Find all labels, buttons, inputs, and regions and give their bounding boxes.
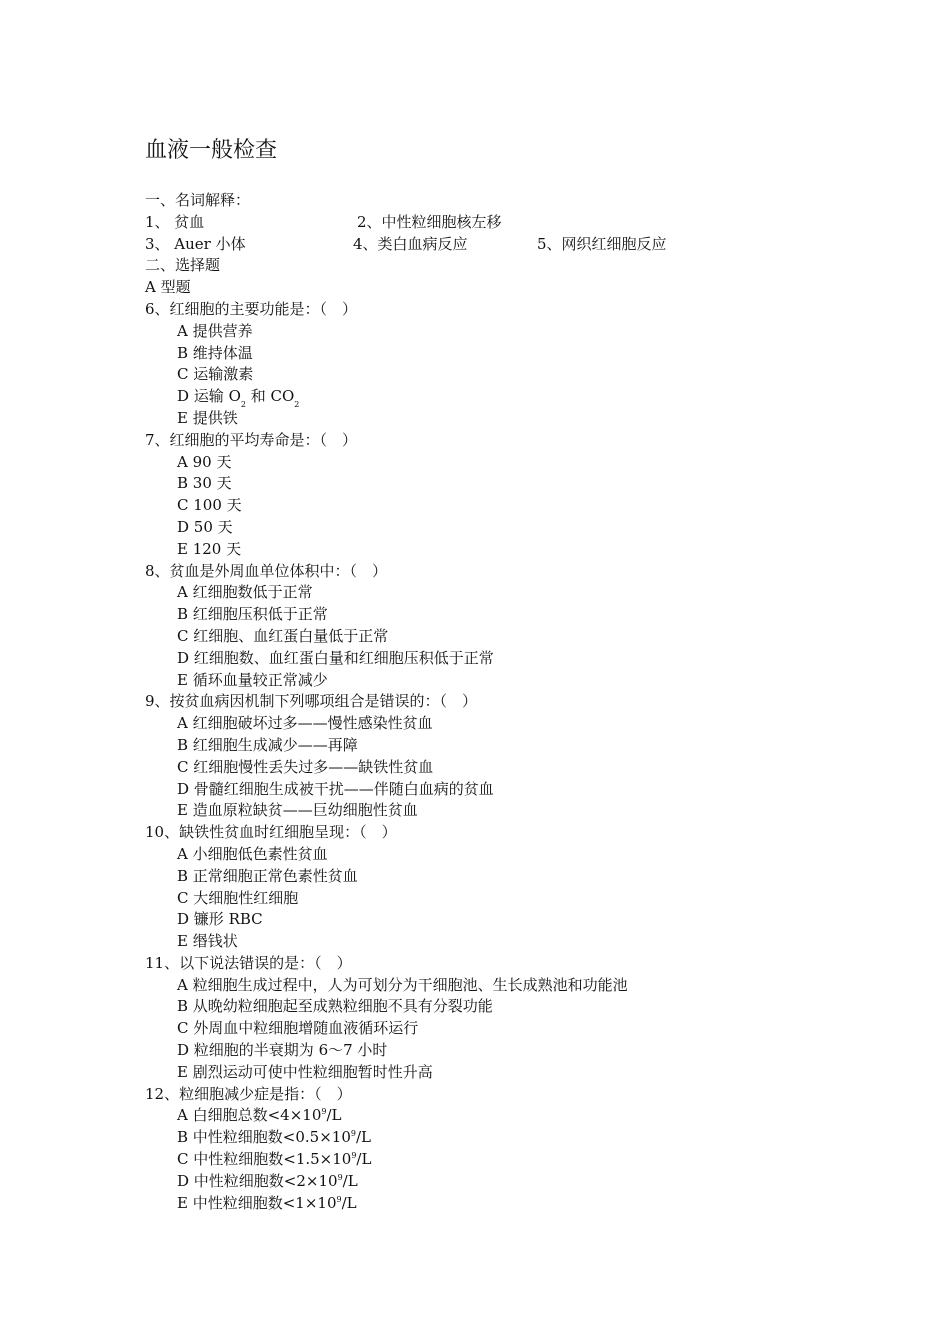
superscript: 9 — [337, 1172, 343, 1182]
superscript: 9 — [350, 1129, 356, 1139]
option-e: E 造血原粒缺贫——巨幼细胞性贫血 — [177, 801, 418, 820]
option-d: D 粒细胞的半衰期为 6～7 小时 — [177, 1041, 388, 1060]
subscript: 2 — [294, 400, 300, 410]
section-heading-choice: 二、选择题 — [145, 256, 221, 275]
option-a: A 红细胞破坏过多——慢性感染性贫血 — [177, 714, 433, 733]
option-c: C 红细胞慢性丢失过多——缺铁性贫血 — [177, 757, 434, 776]
option-a: A 提供营养 — [177, 321, 253, 340]
term-1: 1、 贫血 — [145, 212, 205, 231]
superscript: 9 — [351, 1151, 357, 1161]
option-c: C 中性粒细胞数$<1.5\times 10^9/L$ — [177, 1150, 372, 1169]
definitions-row-2 — [145, 234, 905, 256]
option-c: C 外周血中粒细胞增随血液循环运行 — [177, 1019, 419, 1038]
option-d: D 镰形 RBC — [177, 910, 263, 929]
option-b: B 正常细胞正常色素性贫血 — [177, 866, 358, 885]
document-title: 血液一般检查 — [145, 138, 278, 163]
question-type-label: A 型题 — [145, 278, 191, 297]
document-body — [145, 190, 905, 1214]
term-3: 3、 Auer 小体 — [145, 234, 246, 253]
term-4: 4、类白血病反应 — [353, 234, 468, 253]
option-a: A 90 天 — [177, 452, 232, 471]
option-c: C 100 天 — [177, 496, 242, 515]
option-b: B 维持体温 — [177, 343, 253, 362]
option-b: B 30 天 — [177, 474, 232, 493]
option-a: A 小细胞低色素性贫血 — [177, 844, 328, 863]
option-a: A 红细胞数低于正常 — [177, 583, 313, 602]
option-a: A 粒细胞生成过程中，人为可划分为干细胞池、生长成熟池和功能池 — [177, 975, 628, 994]
option-d: D 骨髓红细胞生成被干扰——伴随白血病的贫血 — [177, 779, 494, 798]
option-e: E 120 天 — [177, 539, 242, 558]
definitions-row-1 — [145, 212, 905, 234]
subscript: 2 — [240, 400, 246, 410]
option-d: D 50 天 — [177, 517, 233, 536]
option-e: E 循环血量较正常减少 — [177, 670, 328, 689]
section-heading-definitions: 一、名词解释： — [145, 191, 251, 209]
question-stem: 7、红细胞的平均寿命是：（ ） — [145, 430, 358, 449]
superscript: 9 — [336, 1194, 342, 1204]
superscript: 9 — [321, 1107, 327, 1117]
option-b: B 从晚幼粒细胞起至成熟粒细胞不具有分裂功能 — [177, 997, 493, 1016]
term-5: 5、网织红细胞反应 — [537, 234, 667, 253]
option-e: E 中性粒细胞数$<1\times 10^9/L$ — [177, 1193, 357, 1212]
question-stem: 11、以下说法错误的是：（ ） — [145, 953, 352, 972]
option-e: E 缗钱状 — [177, 932, 238, 951]
question-stem: 12、粒细胞减少症是指：（ ） — [145, 1084, 352, 1103]
option-c: C 大细胞性红细胞 — [177, 888, 299, 907]
option-a: A 白细胞总数$<4\times 10^9/L$ — [177, 1106, 342, 1125]
question-stem: 9、按贫血病因机制下列哪项组合是错误的：（ ） — [145, 692, 478, 711]
option-d: D 红细胞数、血红蛋白量和红细胞压积低于正常 — [177, 648, 494, 667]
option-c: C 红细胞、血红蛋白量低于正常 — [177, 626, 389, 645]
option-d: D 运输 $O_2$ 和 $CO_2$ — [177, 387, 300, 410]
option-e: E 提供铁 — [177, 408, 238, 427]
option-b: B 中性粒细胞数$<0.5\times 10^9/L$ — [177, 1128, 371, 1147]
option-e: E 剧烈运动可使中性粒细胞暂时性升高 — [177, 1062, 433, 1081]
option-b: B 红细胞压积低于正常 — [177, 605, 328, 624]
question-stem: 6、红细胞的主要功能是：（ ） — [145, 299, 358, 318]
option-c: C 运输激素 — [177, 365, 254, 384]
option-d: D 中性粒细胞数$<2\times 10^9/L$ — [177, 1171, 358, 1190]
question-stem: 10、缺铁性贫血时红细胞呈现：（ ） — [145, 823, 397, 842]
option-b: B 红细胞生成减少——再障 — [177, 735, 358, 754]
question-stem: 8、贫血是外周血单位体积中：（ ） — [145, 561, 388, 580]
term-2: 2、中性粒细胞核左移 — [357, 212, 502, 231]
